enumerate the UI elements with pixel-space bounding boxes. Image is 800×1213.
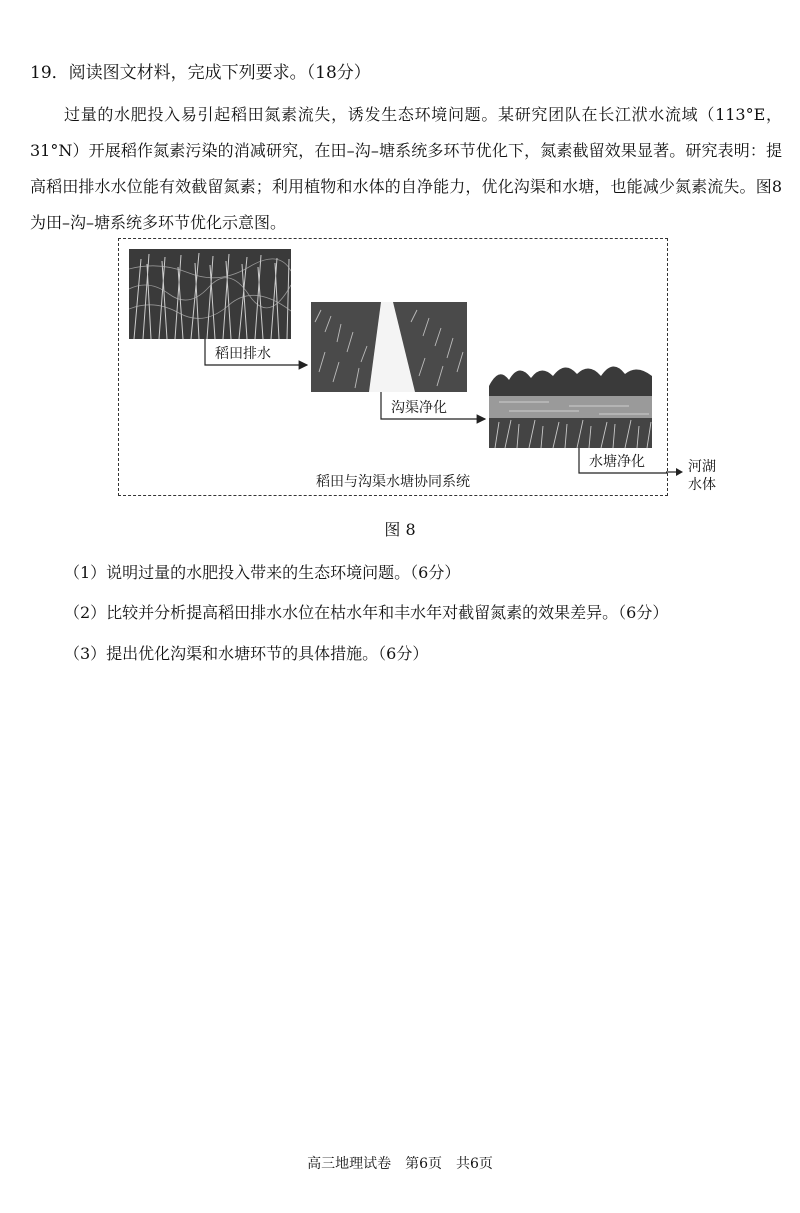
material-paragraph: 过量的水肥投入易引起稻田氮素流失，诱发生态环境问题。某研究团队在长江洑水流域（113°E，31°N）开展稻作氮素污染的消减研究，在田–沟–塘系统多环节优化下，氮素截留效果显著。研究表明：提高稻田排水水位能有效截留氮素；利用植物和水体的自净能力，优化沟渠和水塘，也能减少氮素流失。图8为田–沟–塘系统多环节优化示意图。 bbox=[30, 105, 782, 232]
question-title: 19．阅读图文材料，完成下列要求。（18分） bbox=[30, 63, 371, 83]
destination-line1: 河湖 bbox=[688, 459, 716, 475]
ditch-photo bbox=[311, 302, 467, 392]
system-label: 稻田与沟渠水塘协同系统 bbox=[316, 474, 470, 490]
figure-caption: 图 8 bbox=[384, 520, 416, 539]
subquestion-1: （1）说明过量的水肥投入带来的生态环境问题。（6分） bbox=[64, 563, 461, 582]
destination-line2: 水体 bbox=[688, 477, 716, 493]
label-ditch-purification: 沟渠净化 bbox=[387, 399, 451, 417]
page-footer: 高三地理试卷 第6页 共6页 bbox=[307, 1156, 493, 1172]
label-pond-purification: 水塘净化 bbox=[585, 453, 649, 471]
pond-photo bbox=[489, 356, 652, 448]
subquestion-2: （2）比较并分析提高稻田排水水位在枯水年和丰水年对截留氮素的效果差异。（6分） bbox=[64, 603, 669, 622]
rice-paddy-photo bbox=[129, 249, 291, 339]
destination-arrow bbox=[666, 466, 686, 478]
figure-8-diagram bbox=[118, 238, 668, 496]
destination-river-lake bbox=[684, 458, 720, 494]
subquestion-3: （3）提出优化沟渠和水塘环节的具体措施。（6分） bbox=[64, 644, 429, 663]
label-paddy-drainage: 稻田排水 bbox=[211, 345, 275, 363]
